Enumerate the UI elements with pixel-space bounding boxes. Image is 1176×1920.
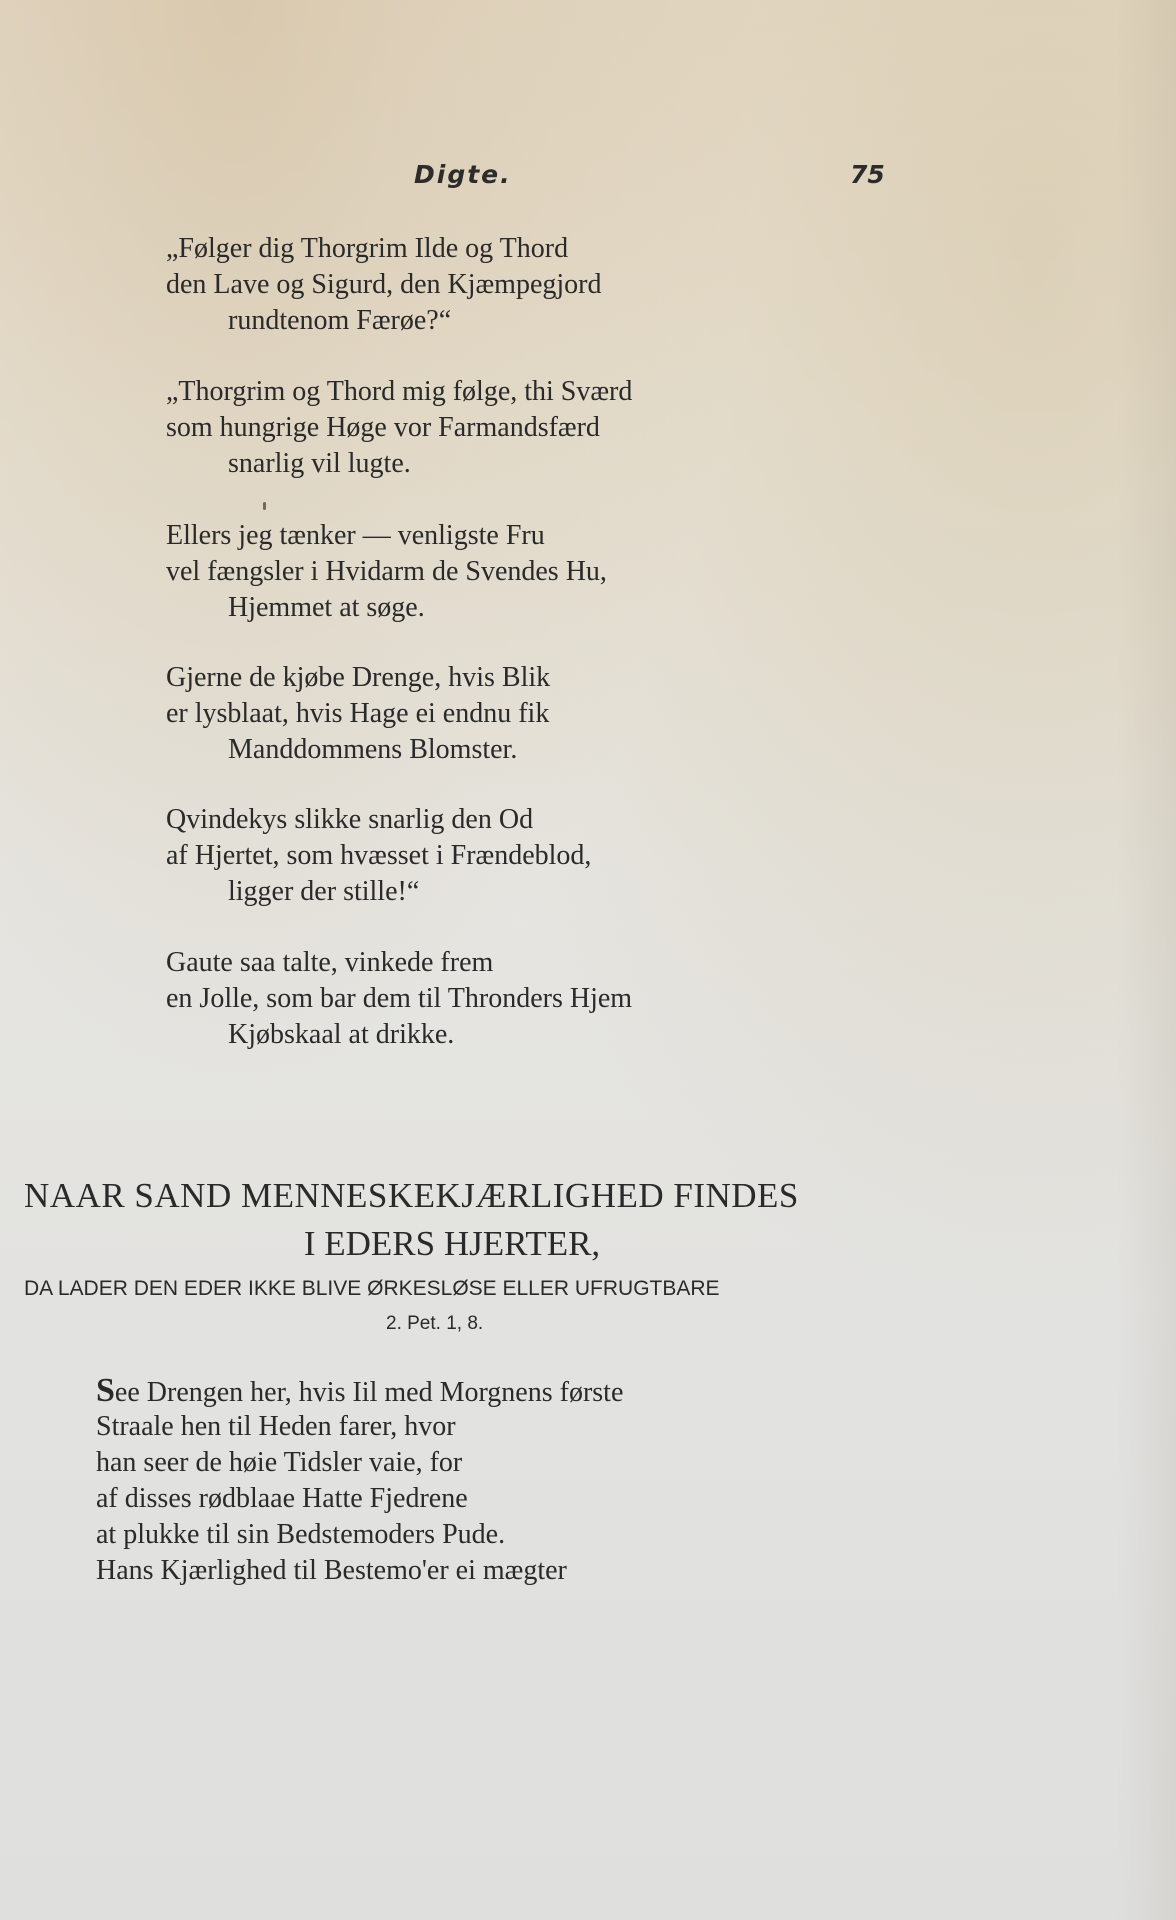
verse-line: rundtenom Færøe?“ bbox=[228, 305, 452, 336]
verse-line: den Lave og Sigurd, den Kjæmpegjord bbox=[166, 269, 602, 300]
section-verse bbox=[96, 1373, 896, 1589]
stanza-1 bbox=[166, 231, 866, 339]
verse-line: ligger der stille!“ bbox=[228, 876, 420, 907]
verse-line: en Jolle, som bar dem til Thronders Hjem bbox=[166, 983, 633, 1014]
dropcap-letter: S bbox=[96, 1372, 115, 1409]
verse-line: Kjøbskaal at drikke. bbox=[228, 1019, 455, 1050]
verse-line: som hungrige Høge vor Farmandsfærd bbox=[166, 412, 600, 443]
verse-line: vel fængsler i Hvidarm de Svendes Hu, bbox=[166, 556, 607, 587]
verse-line: Hans Kjærlighed til Bestemo'er ei mægter bbox=[96, 1555, 567, 1586]
verse-line: Hjemmet at søge. bbox=[228, 592, 425, 623]
first-line-text: ee Drengen her, hvis Iil med Morgnens første bbox=[114, 1377, 624, 1408]
verse-line: han seer de høie Tidsler vaie, for bbox=[96, 1447, 463, 1478]
verse-line: er lysblaat, hvis Hage ei endnu fik bbox=[166, 698, 550, 729]
verse-line: Gaute saa talte, vinkede frem bbox=[166, 947, 494, 978]
stanza-2 bbox=[166, 374, 866, 482]
stanza-4 bbox=[166, 660, 866, 768]
stanza-5 bbox=[166, 802, 866, 910]
section-title-line-1: NAAR SAND MENNESKEKJÆRLIGHED FINDES bbox=[24, 1176, 799, 1215]
stanza-3 bbox=[166, 518, 866, 626]
paper-speck bbox=[263, 502, 266, 510]
page-number: 75 bbox=[850, 160, 885, 189]
page-edge-shadow bbox=[1116, 0, 1176, 1920]
verse-line: Ellers jeg tænker — venligste Fru bbox=[166, 520, 545, 551]
verse-line: af disses rødblaae Hatte Fjedrene bbox=[96, 1483, 468, 1514]
verse-line: af Hjertet, som hvæsset i Frændeblod, bbox=[166, 840, 592, 871]
scripture-reference: 2. Pet. 1, 8. bbox=[386, 1313, 484, 1334]
section-subtitle: DA LADER DEN EDER IKKE BLIVE ØRKESLØSE ELLER UFRUGTBARE bbox=[24, 1277, 720, 1300]
verse-line: „Thorgrim og Thord mig følge, thi Sværd bbox=[166, 376, 633, 407]
verse-line: Gjerne de kjøbe Drenge, hvis Blik bbox=[166, 662, 551, 693]
verse-line: „Følger dig Thorgrim Ilde og Thord bbox=[166, 233, 569, 264]
verse-line: Straale hen til Heden farer, hvor bbox=[96, 1411, 456, 1442]
section-title-line-2: I EDERS HJERTER, bbox=[303, 1224, 601, 1263]
verse-line: snarlig vil lugte. bbox=[228, 448, 411, 479]
verse-line: Manddommens Blomster. bbox=[228, 734, 518, 765]
verse-line-first bbox=[96, 1373, 896, 1409]
stanza-6 bbox=[166, 945, 866, 1053]
running-title: Digte. bbox=[414, 160, 512, 189]
verse-line: at plukke til sin Bedstemoders Pude. bbox=[96, 1519, 506, 1550]
verse-line: Qvindekys slikke snarlig den Od bbox=[166, 804, 534, 835]
